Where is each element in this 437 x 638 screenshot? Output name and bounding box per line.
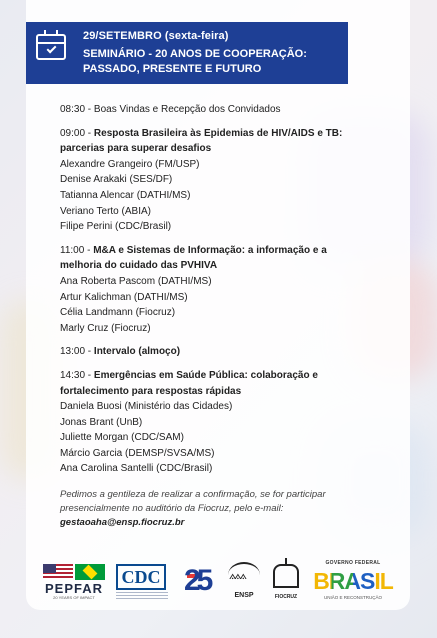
cdc-logo: CDC	[116, 564, 168, 602]
speaker: Marly Cruz (Fiocruz)	[60, 322, 151, 334]
agenda-time: 08:30	[60, 104, 86, 115]
speaker: Ana Roberta Pascom (DATHI/MS)	[60, 275, 212, 287]
event-title: SEMINÁRIO - 20 ANOS DE COOPERAÇÃO: PASSADO, PRESENTE E FUTURO	[83, 48, 307, 75]
agenda-item: 09:00 - Resposta Brasileira às Epidemias de HIV/AIDS e TB: parcerias para superar desafios Alexandre Grangeiro (FM/USP) Denise Arakaki (SES/DF) Tatianna Alencar (DATHI/MS) Veriano Terto (ABIA) Filipe Perini (CDC/Brasil)	[60, 126, 390, 235]
agenda-time: 09:00	[60, 127, 86, 139]
agenda-item: 11:00 - M&A e Sistemas de Informação: a informação e a melhoria do cuidado das PVHIVA Ana Roberta Pascom (DATHI/MS) Artur Kalichman (DATHI/MS) Célia Landmann (Fiocruz) Marly Cruz (Fiocruz)	[60, 243, 390, 337]
agenda-title: Boas Vindas e Recepção dos Convidados	[93, 104, 281, 115]
anniversary-25-logo: 25	[184, 564, 210, 597]
speaker: Juliette Morgan (CDC/SAM)	[60, 432, 184, 444]
ensp-logo: ⟑⟑⟑ ENSP	[226, 562, 262, 604]
calendar-check-icon	[36, 34, 66, 60]
speaker: Célia Landmann (Fiocruz)	[60, 307, 176, 319]
agenda-item: 14:30 - Emergências em Saúde Pública: colaboração e fortalecimento para respostas rápidas Daniela Buosi (Ministério das Cidades) Jonas Brant (UnB) Juliette Morgan (CDC/SAM) Márcio Garcia (DEMSP/SVSA/MS) Ana Carolina Santelli (CDC/Brasil)	[60, 368, 390, 477]
agenda-title: melhoria do cuidado das PVHIVA	[60, 260, 218, 272]
agenda-time: 14:30	[60, 369, 86, 381]
pepfar-logo: PEPFAR 20 YEARS OF IMPACT	[40, 560, 108, 602]
agenda-time: 11:00	[60, 244, 85, 256]
speaker: Márcio Garcia (DEMSP/SVSA/MS)	[60, 447, 215, 459]
speaker: Alexandre Grangeiro (FM/USP)	[60, 158, 200, 170]
agenda-title: Intervalo (almoço)	[93, 346, 181, 358]
governo-federal-logo: GOVERNO FEDERAL BRASIL UNIÃO E RECONSTRUÇÃO	[310, 560, 396, 604]
agenda-title: M&A e Sistemas de Informação: a informação e a	[93, 244, 327, 256]
sponsor-logos	[40, 560, 400, 604]
agenda-item: 08:30 - Boas Vindas e Recepção dos Convidados	[60, 104, 281, 115]
agenda-time: 13:00	[60, 346, 86, 358]
castle-icon	[273, 564, 299, 588]
speaker: Jonas Brant (UnB)	[60, 416, 143, 428]
speaker: Tatianna Alencar (DATHI/MS)	[60, 189, 191, 201]
us-flag-icon	[43, 564, 73, 580]
agenda-title: Emergências em Saúde Pública: colaboração e	[93, 369, 318, 381]
agenda-list	[60, 102, 390, 477]
rsvp-note: Pedimos a gentileza de realizar a confirmação, se for participar presencialmente no auditório da Fiocruz, pelo e-mail: gestaoaha@ensp.fiocruz.br	[60, 488, 392, 529]
speaker: Denise Arakaki (SES/DF)	[60, 174, 173, 186]
speaker: Daniela Buosi (Ministério das Cidades)	[60, 401, 233, 413]
agenda-item: 13:00 - Intervalo (almoço)	[60, 346, 181, 358]
brazil-flag-icon	[75, 564, 105, 580]
date-banner	[26, 22, 348, 84]
agenda-title: parcerias para superar desafios	[60, 143, 212, 155]
agenda-title: fortalecimento para respostas rápidas	[60, 385, 242, 397]
speaker: Artur Kalichman (DATHI/MS)	[60, 291, 188, 303]
fiocruz-logo: FIOCRUZ	[268, 562, 304, 604]
people-icon	[228, 562, 260, 588]
speaker: Veriano Terto (ABIA)	[60, 205, 151, 217]
event-date: 29/SETEMBRO (sexta-feira)	[83, 30, 229, 42]
agenda-title: Resposta Brasileira às Epidemias de HIV/AIDS e TB:	[93, 127, 343, 139]
rsvp-email-link[interactable]: gestaoaha@ensp.fiocruz.br	[60, 516, 185, 528]
speaker: Ana Carolina Santelli (CDC/Brasil)	[60, 463, 213, 475]
speaker: Filipe Perini (CDC/Brasil)	[60, 221, 172, 233]
